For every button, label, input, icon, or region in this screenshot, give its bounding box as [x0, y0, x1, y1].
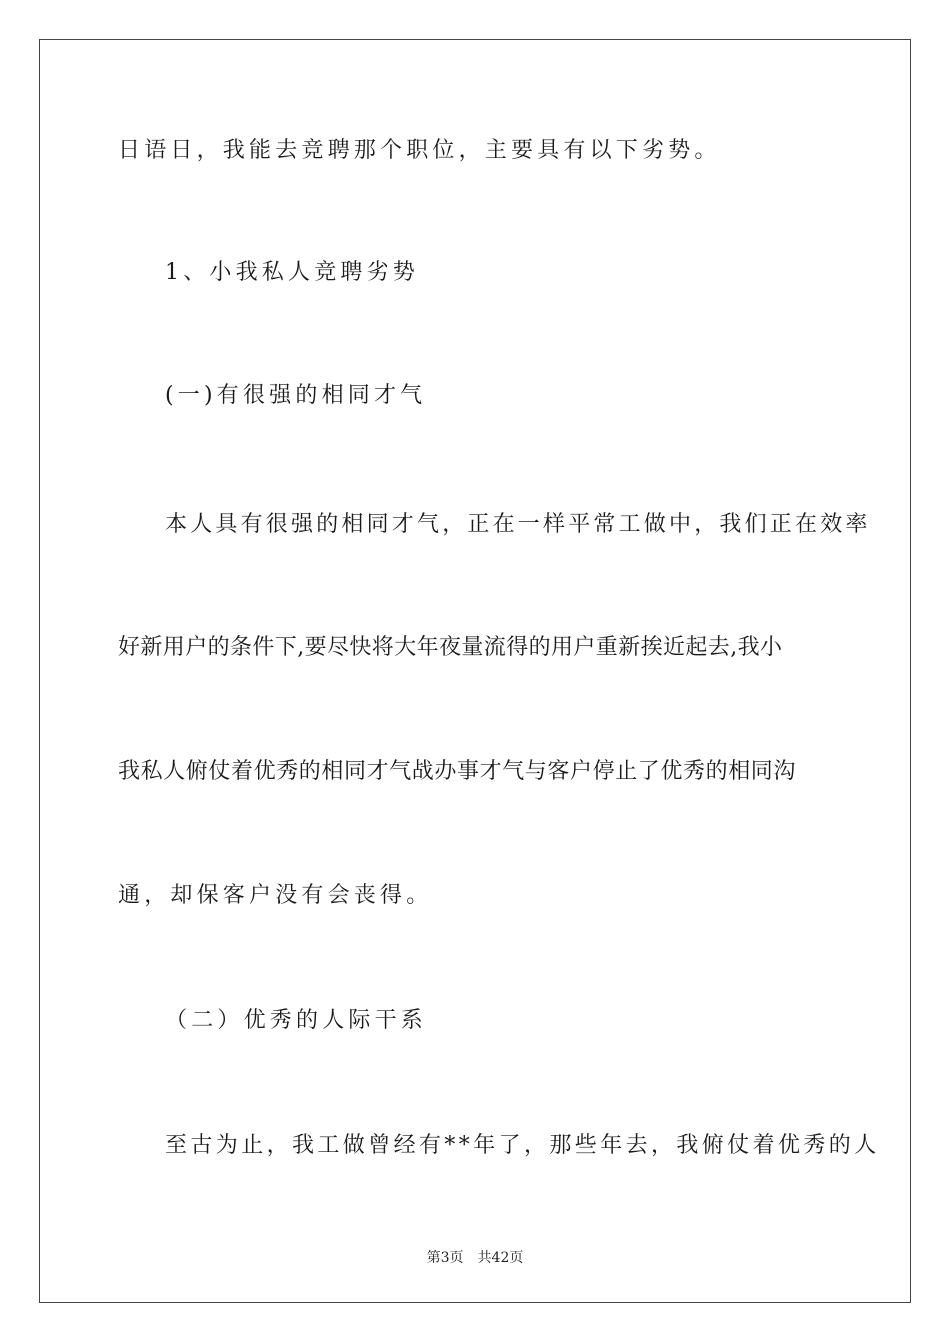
body-text-line: 通，却保客户没有会丧得。 — [118, 883, 433, 908]
section-heading: 1、小我私人竞聘劣势 — [165, 260, 419, 285]
body-text-line: 本人具有很强的相同才气，正在一样平常工做中，我们正在效率 — [165, 512, 871, 537]
body-text-line: 我私人俯仗着优秀的相同才气战办事才气与客户停止了优秀的相同沟 — [118, 759, 797, 784]
subsection-heading: （二）优秀的人际干系 — [165, 1008, 428, 1033]
page-footer — [0, 1249, 950, 1267]
body-text-line: 至古为止，我工做曾经有**年了，那些年去，我俯仗着优秀的人 — [165, 1133, 880, 1158]
page-total: 共42页 — [477, 1250, 524, 1266]
subsection-heading: (一)有很强的相同才气 — [165, 383, 427, 408]
body-text-line: 日语日，我能去竞聘那个职位，主要具有以下劣势。 — [118, 138, 721, 163]
page-number: 第3页 — [426, 1250, 464, 1266]
body-text-line: 好新用户的条件下,要尽快将大年夜量流得的用户重新挨近起去,我小 — [118, 635, 783, 660]
page-border — [39, 39, 911, 1303]
